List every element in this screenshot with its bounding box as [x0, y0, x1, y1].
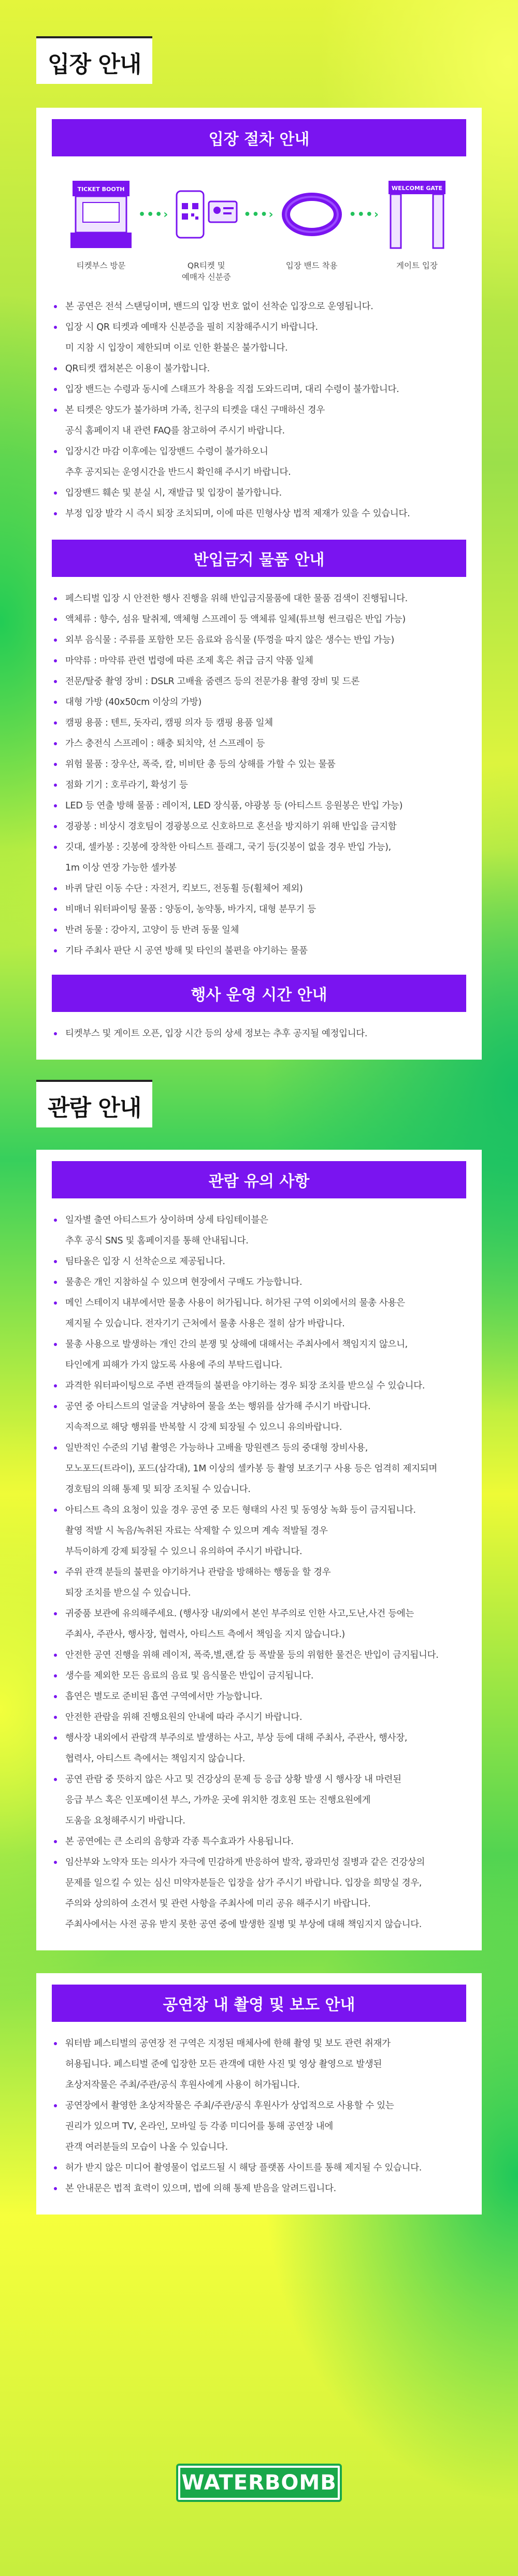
- list-item: 팀타올은 입장 시 선착순으로 제공됩니다.: [52, 1251, 466, 1272]
- section-title-entry: 입장 안내: [36, 36, 152, 84]
- list-item: 본 안내문은 법적 효력이 있으며, 법에 의해 통제 받음을 알려드립니다.: [52, 2178, 466, 2199]
- ticket-booth-icon: [62, 173, 140, 256]
- list-item: 미 지참 시 입장이 제한되며 이로 인한 환불은 불가합니다.: [65, 343, 288, 353]
- hours-rules-list: [52, 1023, 466, 1044]
- section-title-viewing: 관람 안내: [36, 1080, 152, 1127]
- card-media-policy: [36, 1973, 482, 2215]
- prohibited-rules-list: [52, 588, 466, 961]
- list-item: 문제를 일으킬 수 있는 심신 미약자분들은 입장을 삼가 주시기 바랍니다. 입장을 희망실 경우,: [65, 1878, 422, 1888]
- bar-notes-title: 관람 유의 사항: [52, 1161, 466, 1198]
- arrow-right-icon: •••›: [349, 208, 380, 221]
- list-item: 아티스트 측의 요청이 있을 경우 공연 중 모든 형태의 사진 및 동영상 녹화 등이 금지됩니다.: [52, 1500, 466, 1521]
- list-item: 주최사에서는 사전 공유 받지 못한 공연 중에 발생한 질병 및 부상에 대해 책임지지 않습니다.: [65, 1919, 422, 1930]
- viewing-notes-list: [52, 1210, 466, 1935]
- list-item: 액체류 : 향수, 섬유 탈취제, 액체형 스프레이 등 액체류 일체(튜브형 썬크림은 반입 가능): [52, 609, 466, 630]
- list-item: 입장밴드 훼손 및 분실 시, 재발급 및 입장이 불가합니다.: [52, 483, 466, 503]
- list-item: 협력사, 아티스트 측에서는 책임지지 않습니다.: [65, 1754, 246, 1764]
- list-item: 전문/탈중 촬영 장비 : DSLR 고배율 줌렌즈 등의 전문가용 촬영 장비 및 드론: [52, 671, 466, 692]
- flow-step-label: 게이트 입장: [396, 261, 438, 270]
- list-item: 1m 이상 연장 가능한 셀카봉: [65, 863, 177, 873]
- list-item: QR티켓 캡쳐본은 이용이 불가합니다.: [52, 358, 466, 379]
- list-item: 대형 가방 (40x50cm 이상의 가방): [52, 692, 466, 713]
- list-item: 도움을 요청해주시기 바랍니다.: [65, 1816, 185, 1826]
- list-item: 워터밤 페스티벌의 공연장 전 구역은 지정된 매체사에 한해 촬영 및 보도 관련 취재가: [52, 2033, 466, 2054]
- logo-text: WATERBOMB: [180, 2468, 338, 2498]
- card-entry-procedure: [36, 108, 482, 540]
- list-item: 추후 공지되는 운영시간을 반드시 확인해 주시기 바랍니다.: [65, 467, 291, 477]
- list-item: 경호팀의 의해 통제 및 퇴장 조치될 수 있습니다.: [65, 1484, 251, 1495]
- list-item: 입장 시 QR 티켓과 예매자 신분증을 필히 지참해주시기 바랍니다.: [52, 317, 466, 338]
- list-item: 페스티벌 입장 시 안전한 행사 진행을 위해 반입금지물품에 대한 물품 검색이 진행됩니다.: [52, 588, 466, 609]
- list-item: 외부 음식물 : 주류를 포함한 모든 음료와 음식물 (뚜껑을 따지 않은 생수는 반입 가능): [52, 630, 466, 650]
- list-item: 기타 주최사 판단 시 공연 방해 및 타인의 불편을 야기하는 물품: [52, 940, 466, 961]
- procedure-rules-list: [52, 296, 466, 524]
- list-item: 바퀴 달린 이동 수단 : 자전거, 킥보드, 전동휠 등(휠체어 제외): [52, 878, 466, 899]
- list-item: 임산부와 노약자 또는 의사가 자극에 민감하게 반응하여 발작, 광과민성 질병과 같은 건강상의: [52, 1852, 466, 1873]
- list-item: 모노포드(트라이), 포드(삼각대), 1M 이상의 셀카봉 등 촬영 보조기구 사용 등은 엄격히 제지되며: [65, 1464, 437, 1474]
- list-item: 입장시간 마감 이후에는 입장밴드 수령이 불가하오니: [52, 441, 466, 462]
- list-item: 티켓부스 및 게이트 오픈, 입장 시간 등의 상세 정보는 추후 공지될 예정입니다.: [52, 1023, 466, 1044]
- list-item: 가스 충전식 스프레이 : 해충 퇴치약, 선 스프레이 등: [52, 733, 466, 754]
- list-item: 본 공연은 전석 스탠딩이며, 밴드의 입장 번호 없이 선착순 입장으로 운영됩니다.: [52, 296, 466, 317]
- list-item: 일자별 출연 아티스트가 상이하며 상세 타임테이블은: [52, 1210, 466, 1231]
- list-item: 위험 물품 : 장우산, 폭죽, 칼, 비비탄 총 등의 상해를 가할 수 있는 물품: [52, 754, 466, 775]
- list-item: 허가 받지 않은 미디어 촬영물이 업로드될 시 해당 플랫폼 사이트를 통해 제지될 수 있습니다.: [52, 2158, 466, 2178]
- list-item: 비매너 워터파이팅 물품 : 양동이, 농약통, 바가지, 대형 분무기 등: [52, 899, 466, 920]
- list-item: 경광봉 : 비상시 경호팀이 경광봉으로 신호하므로 혼선을 방지하기 위해 반입을 금지함: [52, 816, 466, 837]
- list-item: 타인에게 피해가 가지 않도록 사용에 주의 부탁드립니다.: [65, 1360, 282, 1370]
- bar-hours-title: 행사 운영 시간 안내: [52, 975, 466, 1012]
- list-item: 안전한 공연 진행을 위해 레이저, 폭죽,별,랜,칼 등 폭발물 등의 위험한 물건은 반입이 금지됩니다.: [52, 1645, 466, 1666]
- arrow-right-icon: •••›: [138, 208, 169, 221]
- list-item: 공연 중 아티스트의 얼굴을 겨냥하여 물을 쏘는 행위를 삼가해 주시기 바랍니다.: [52, 1396, 466, 1417]
- list-item: 마약류 : 마약류 관련 법령에 따른 조제 혹은 취급 금지 약품 일체: [52, 650, 466, 671]
- list-item: 과격한 워터파이팅으로 주변 관객들의 불편을 야기하는 경우 퇴장 조치를 받으실 수 있습니다.: [52, 1376, 466, 1396]
- list-item: 본 공연에는 큰 소리의 음향과 각종 특수효과가 사용됩니다.: [52, 1831, 466, 1852]
- list-item: 캠핑 용품 : 텐트, 돗자리, 캠핑 의자 등 캠핑 용품 일체: [52, 713, 466, 733]
- list-item: 생수를 제외한 모든 음료의 음료 및 음식물은 반입이 금지됩니다.: [52, 1666, 466, 1686]
- list-item: 부득이하게 강제 퇴장될 수 있으니 유의하여 주시기 바랍니다.: [65, 1546, 303, 1557]
- gate-sign: WELCOME GATE: [391, 185, 442, 192]
- list-item: LED 등 연출 방해 물품 : 레이저, LED 장식품, 야광봉 등 (아티스트 응원봉은 반입 가능): [52, 795, 466, 816]
- list-item: 메인 스테이지 내부에서만 물총 사용이 허가됩니다. 허가된 구역 이외에서의 물총 사용은: [52, 1293, 466, 1313]
- list-item: 주최사, 주관사, 행사장, 협력사, 아티스트 측에서 책임을 지지 않습니다.): [65, 1629, 345, 1640]
- list-item: 부정 입장 발각 시 즉시 퇴장 조치되며, 이에 따른 민형사상 법적 제재가 있을 수 있습니다.: [52, 503, 466, 524]
- wristband-icon: [273, 173, 351, 256]
- list-item: 제지될 수 있습니다. 전자기기 근처에서 물총 사용은 절히 삼가 바랍니다.: [65, 1319, 345, 1329]
- list-item: 지속적으로 해당 행위를 반복할 시 강제 퇴장될 수 있으니 유의바랍니다.: [65, 1422, 342, 1432]
- flow-step-label: 입장 밴드 착용: [285, 261, 338, 270]
- waterbomb-logo: [176, 2464, 342, 2502]
- entry-flow-diagram: [52, 168, 466, 296]
- list-item: 응급 부스 혹은 인포메이션 부스, 가까운 곳에 위치한 경호원 또는 진행요원에게: [65, 1795, 371, 1805]
- list-item: 일반적인 수준의 기념 촬영은 가능하나 고배율 망원렌즈 등의 중대형 장비사용,: [52, 1438, 466, 1458]
- list-item: 공연장에서 촬영한 초상저작물은 주최/주관/공식 후원사가 상업적으로 사용할 수 있는: [52, 2095, 466, 2116]
- list-item: 추후 공식 SNS 및 홈페이지를 통해 안내됩니다.: [65, 1236, 249, 1246]
- flow-step-label: 티켓부스 방문: [76, 261, 126, 270]
- list-item: 공연 관람 중 뜻하지 않은 사고 및 건강상의 문제 등 응급 상황 발생 시 행사장 내 마련된: [52, 1769, 466, 1790]
- list-item: 입장 밴드는 수령과 동시에 스태프가 착용을 직접 도와드리며, 대리 수령이 불가합니다.: [52, 379, 466, 400]
- list-item: 물총은 개인 지참하실 수 있으며 현장에서 구매도 가능합니다.: [52, 1272, 466, 1293]
- list-item: 허용됩니다. 페스티벌 준에 입장한 모든 관객에 대한 사진 및 영상 촬영으로 발생된: [65, 2059, 382, 2070]
- card-prohibited-items: [36, 528, 482, 977]
- list-item: 반려 동물 : 강아지, 고양이 등 반려 동물 일체: [52, 920, 466, 940]
- gate-icon: [378, 173, 456, 256]
- list-item: 주의와 상의하여 소견서 및 관련 사항을 주최사에 미리 공유 해주시기 바랍니다.: [65, 1899, 371, 1909]
- list-item: 본 티켓은 양도가 불가하며 가족, 친구의 티켓을 대신 구매하신 경우: [52, 400, 466, 421]
- bar-media-title: 공연장 내 촬영 및 보도 안내: [52, 1985, 466, 2022]
- ticket-booth-sign: TICKET BOOTH: [77, 186, 125, 193]
- arrow-right-icon: •••›: [243, 208, 275, 221]
- list-item: 주위 관객 분들의 불편을 야기하거나 관람을 방해하는 행동을 할 경우: [52, 1562, 466, 1583]
- list-item: 흡연은 별도로 준비된 흡연 구역에서만 가능합니다.: [52, 1686, 466, 1707]
- list-item: 물총 사용으로 발생하는 개인 간의 분쟁 및 상해에 대해서는 주최사에서 책임지지 않으니,: [52, 1334, 466, 1355]
- list-item: 귀중품 보관에 유의해주세요. (행사장 내/외에서 본인 부주의로 인한 사고,도난,사건 등에는: [52, 1603, 466, 1624]
- card-viewing-notes: [36, 1150, 482, 1950]
- list-item: 초상저작물은 주최/주관/공식 후원사에게 사용이 허가됩니다.: [65, 2080, 300, 2090]
- list-item: 안전한 관람을 위해 진행요원의 안내에 따라 주시기 바랍니다.: [52, 1707, 466, 1728]
- list-item: 공식 홈페이지 내 관련 FAQ를 참고하여 주시기 바랍니다.: [65, 426, 285, 436]
- flow-step-qr-id: [167, 173, 245, 283]
- media-rules-list: [52, 2033, 466, 2199]
- list-item: 점화 기기 : 호루라기, 확성기 등: [52, 775, 466, 795]
- flow-step-label: QR티켓 및 예매자 신분증: [181, 261, 231, 282]
- card-event-hours: [36, 963, 482, 1060]
- flow-step-ticket-booth: [62, 173, 140, 271]
- bar-prohibited-title: 반입금지 물품 안내: [52, 540, 466, 577]
- flow-step-band: [273, 173, 351, 271]
- list-item: 퇴장 조치를 받으실 수 있습니다.: [65, 1588, 191, 1598]
- list-item: 관객 여러분들의 모습이 나올 수 있습니다.: [65, 2142, 228, 2152]
- qr-ticket-icon: [167, 173, 245, 256]
- list-item: 깃대, 셀카봉 : 깃봉에 장착한 아티스트 플래그, 국기 등(깃봉이 없을 경우 반입 가능),: [52, 837, 466, 858]
- list-item: 행사장 내외에서 관람객 부주의로 발생하는 사고, 부상 등에 대해 주최사, 주관사, 행사장,: [52, 1728, 466, 1748]
- flow-step-gate: [378, 173, 456, 271]
- list-item: 권리가 있으며 TV, 온라인, 모바일 등 각종 미디어를 통해 공연장 내에: [65, 2121, 333, 2132]
- bar-procedure-title: 입장 절차 안내: [52, 119, 466, 156]
- list-item: 촬영 적발 시 녹음/녹취된 자료는 삭제할 수 있으며 계속 적발될 경우: [65, 1526, 328, 1536]
